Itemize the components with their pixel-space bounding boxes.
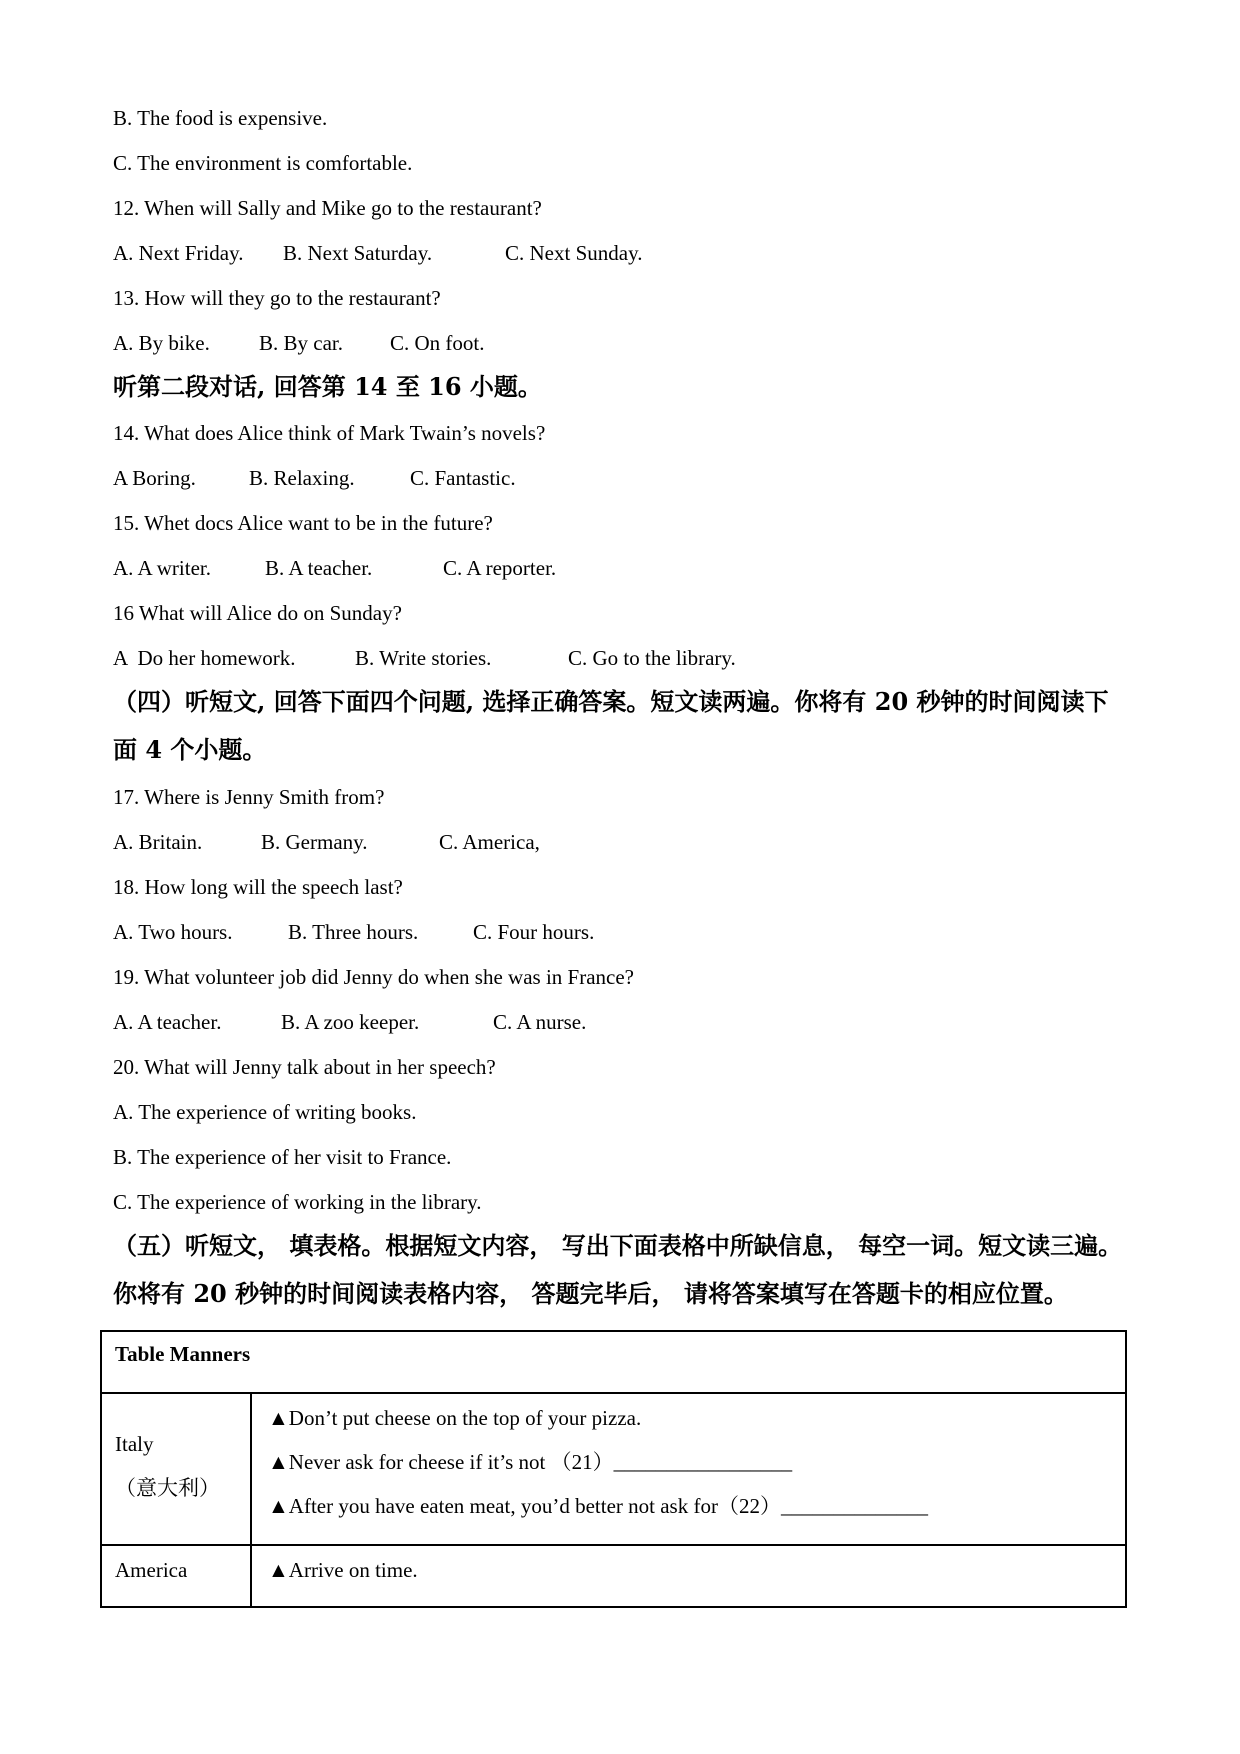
country-italy: Italy <box>115 1432 154 1456</box>
option-18b: B. Three hours. <box>288 920 419 944</box>
option-14c: C. Fantastic. <box>410 466 516 490</box>
option-19c: C. A nurse. <box>493 1010 587 1034</box>
section5-heading-line2: 你将有 20 秒钟的时间阅读表格内容， 答题完毕后， 请将答案填写在答题卡的相应位置。 <box>113 1279 1068 1308</box>
option-14a: A Boring. <box>113 466 196 490</box>
option-15b: B. A teacher. <box>265 556 373 580</box>
option-13c: C. On foot. <box>390 331 485 355</box>
section4-heading-line2: 面 4 个小题。 <box>113 735 267 764</box>
rules-cell-italy <box>251 1393 1126 1545</box>
question-20: 20. What will Jenny talk about in her speech? <box>113 1055 496 1079</box>
rule-italy-1: ▲Don’t put cheese on the top of your pizza. <box>268 1406 642 1430</box>
option-15a: A. A writer. <box>113 556 211 580</box>
option-14b: B. Relaxing. <box>249 466 355 490</box>
section4-heading-line1: （四）听短文, 回答下面四个问题, 选择正确答案。短文读两遍。你将有 20 秒钟的时间阅读下 <box>113 687 1109 716</box>
question-13: 13. How will they go to the restaurant? <box>113 286 441 310</box>
option-16a: A Do her homework. <box>113 646 296 670</box>
option-13a: A. By bike. <box>113 331 210 355</box>
section5-heading-line1: （五）听短文， 填表格。根据短文内容， 写出下面表格中所缺信息， 每空一词。短文读三遍。 <box>113 1231 1123 1260</box>
table-title: Table Manners <box>115 1342 251 1366</box>
question-18: 18. How long will the speech last? <box>113 875 403 899</box>
option-17a: A. Britain. <box>113 830 203 854</box>
option-16b: B. Write stories. <box>355 646 492 670</box>
country-italy-cn: （意大利） <box>115 1476 220 1500</box>
option-18a: A. Two hours. <box>113 920 233 944</box>
option-18c: C. Four hours. <box>473 920 595 944</box>
table-manners <box>100 1330 1127 1608</box>
question-15: 15. Whet docs Alice want to be in the future? <box>113 511 493 535</box>
question-19: 19. What volunteer job did Jenny do when she was in France? <box>113 965 634 989</box>
option-19b: B. A zoo keeper. <box>281 1010 420 1034</box>
question-12: 12. When will Sally and Mike go to the restaurant? <box>113 196 542 220</box>
rule-italy-2: ▲Never ask for cheese if it’s not （21）_________________ <box>268 1450 793 1474</box>
country-cell-america <box>101 1545 251 1607</box>
option-17b: B. Germany. <box>261 830 368 854</box>
question-17: 17. Where is Jenny Smith from? <box>113 785 385 809</box>
option-12a: A. Next Friday. <box>113 241 244 265</box>
section-dialog2-heading: 听第二段对话, 回答第 14 至 16 小题。 <box>113 372 542 401</box>
option-19a: A. A teacher. <box>113 1010 222 1034</box>
option-11b: B. The food is expensive. <box>113 106 328 130</box>
country-america: America <box>115 1558 188 1582</box>
option-15c: C. A reporter. <box>443 556 557 580</box>
country-cell-italy <box>101 1393 251 1545</box>
option-20b: B. The experience of her visit to France. <box>113 1145 452 1169</box>
rule-america-1: ▲Arrive on time. <box>268 1558 418 1582</box>
rule-italy-3: ▲After you have eaten meat, you’d better not ask for（22）______________ <box>268 1494 928 1518</box>
option-12c: C. Next Sunday. <box>505 241 643 265</box>
option-11c: C. The environment is comfortable. <box>113 151 413 175</box>
question-14: 14. What does Alice think of Mark Twain’s novels? <box>113 421 546 445</box>
question-16: 16 What will Alice do on Sunday? <box>113 601 402 625</box>
rules-cell-america <box>251 1545 1126 1607</box>
option-20c: C. The experience of working in the library. <box>113 1190 482 1214</box>
option-12b: B. Next Saturday. <box>283 241 433 265</box>
option-20a: A. The experience of writing books. <box>113 1100 417 1124</box>
option-16c: C. Go to the library. <box>568 646 736 670</box>
table-title-cell <box>101 1331 1126 1393</box>
option-13b: B. By car. <box>259 331 343 355</box>
option-17c: C. America, <box>439 830 540 854</box>
